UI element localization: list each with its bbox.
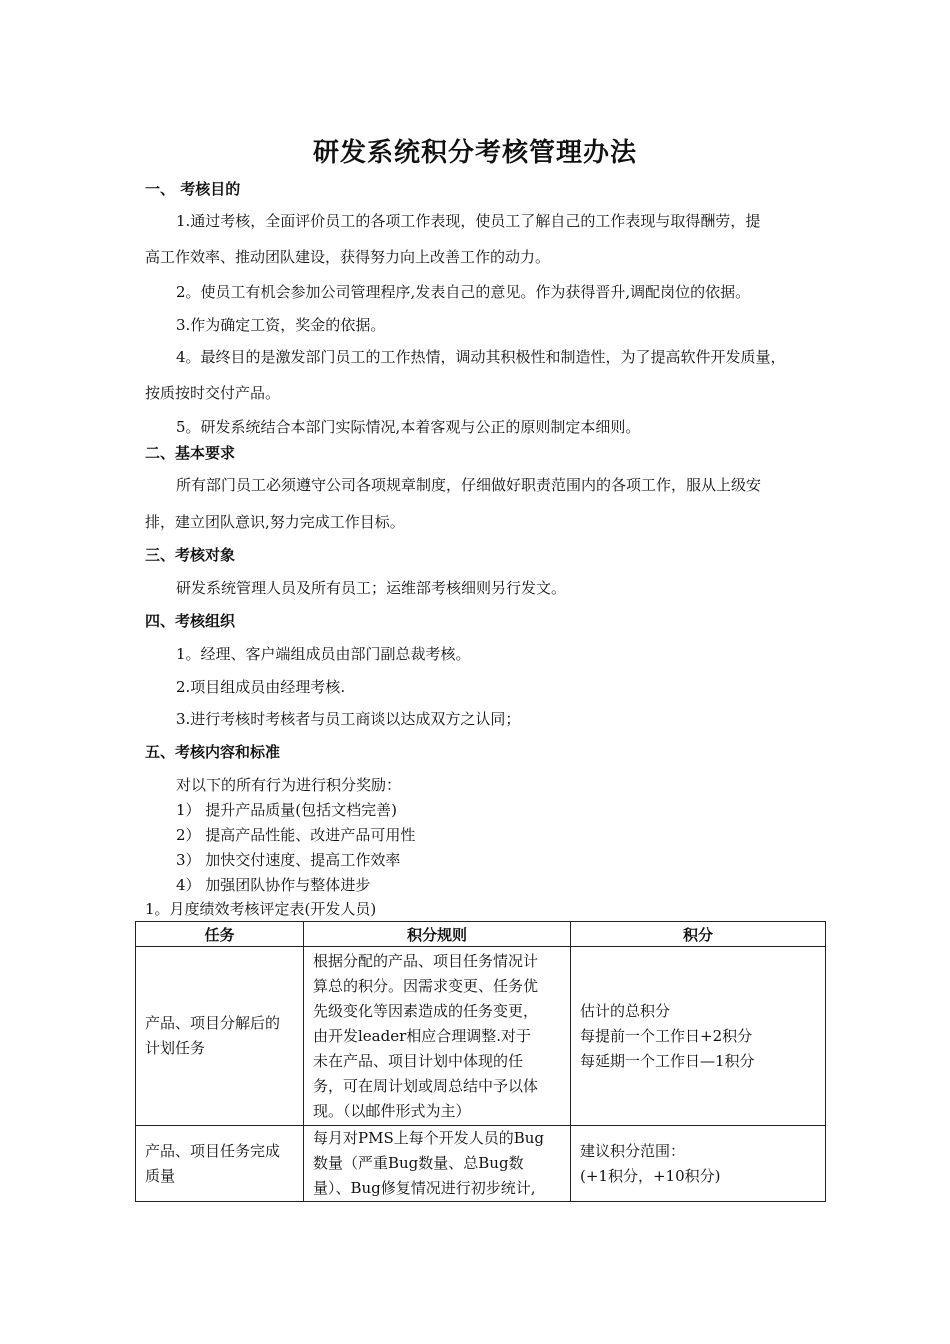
s5-list-item: 2） 提高产品性能、改进产品可用性 bbox=[176, 826, 416, 844]
table-caption: 1。月度绩效考核评定表(开发人员) bbox=[145, 900, 377, 918]
section-4-heading: 四、考核组织 bbox=[145, 612, 236, 630]
cell-rule: 每月对PMS上每个开发人员的Bug 数量（严重Bug数量、总Bug数 量）、Bug修复情况进行初步统计, bbox=[304, 1126, 571, 1202]
section-1-heading: 一、 考核目的 bbox=[145, 180, 241, 198]
s2-paragraph-line-1: 所有部门员工必须遵守公司各项规章制度，仔细做好职责范围内的各项工作，服从上级安 bbox=[176, 476, 762, 494]
s4-item-3: 3.进行考核时考核者与员工商谈以达成双方之认同； bbox=[176, 710, 521, 728]
s1-paragraph-4-line-2: 按质按时交付产品。 bbox=[145, 384, 281, 402]
header-score: 积分 bbox=[571, 922, 826, 947]
s1-paragraph-3: 3.作为确定工资，奖金的依据。 bbox=[176, 316, 386, 334]
s4-item-2: 2.项目组成员由经理考核. bbox=[176, 678, 346, 696]
header-task: 任务 bbox=[136, 922, 304, 947]
section-2-heading: 二、基本要求 bbox=[145, 444, 236, 462]
s5-list-item: 4） 加强团队协作与整体进步 bbox=[176, 876, 371, 894]
cell-score: 建议积分范围： (+1积分，+10积分) bbox=[571, 1126, 826, 1202]
cell-rule: 根据分配的产品、项目任务情况计 算总的积分。因需求变更、任务优 先级变化等因素造成的任务变更， 由开发leader相应合理调整.对于 未在产品、项目计划中体现的任 务，可在周计划或周总结中予以体 现。（以邮件形式为主） bbox=[304, 947, 571, 1126]
s1-paragraph-4-line-1: 4。最终目的是激发部门员工的工作热情，调动其积极性和制造性，为了提高软件开发质量， bbox=[176, 348, 786, 366]
s5-intro: 对以下的所有行为进行积分奖励： bbox=[176, 776, 402, 794]
s3-paragraph: 研发系统管理人员及所有员工；运维部考核细则另行发文。 bbox=[176, 579, 567, 597]
section-5-heading: 五、考核内容和标准 bbox=[145, 743, 281, 761]
cell-task: 产品、项目分解后的 计划任务 bbox=[136, 947, 304, 1126]
s1-paragraph-5: 5。研发系统结合本部门实际情况,本着客观与公正的原则制定本细则。 bbox=[176, 418, 641, 436]
appraisal-table bbox=[135, 921, 826, 1202]
cell-score: 估计的总积分 每提前一个工作日+2积分 每延期一个工作日—1积分 bbox=[571, 947, 826, 1126]
table-row bbox=[136, 1126, 826, 1202]
section-3-heading: 三、考核对象 bbox=[145, 546, 236, 564]
table-row bbox=[136, 947, 826, 1126]
cell-task: 产品、项目任务完成 质量 bbox=[136, 1126, 304, 1202]
s1-paragraph-1-line-2: 高工作效率、推动团队建设，获得努力向上改善工作的动力。 bbox=[145, 248, 551, 266]
page-title: 研发系统积分考核管理办法 bbox=[312, 138, 637, 168]
s4-item-1: 1。经理、客户端组成员由部门副总裁考核。 bbox=[176, 645, 471, 663]
s5-list-item: 1） 提升产品质量(包括文档完善) bbox=[176, 801, 398, 819]
header-rule: 积分规则 bbox=[304, 922, 571, 947]
s1-paragraph-1-line-1: 1.通过考核，全面评价员工的各项工作表现，使员工了解自己的工作表现与取得酬劳，提 bbox=[176, 212, 761, 230]
table-header-row bbox=[136, 922, 826, 947]
s5-list-item: 3） 加快交付速度、提高工作效率 bbox=[176, 851, 401, 869]
s2-paragraph-line-2: 排，建立团队意识,努力完成工作目标。 bbox=[145, 513, 405, 531]
s1-paragraph-2: 2。使员工有机会参加公司管理程序,发表自己的意见。作为获得晋升,调配岗位的依据。 bbox=[176, 283, 751, 301]
